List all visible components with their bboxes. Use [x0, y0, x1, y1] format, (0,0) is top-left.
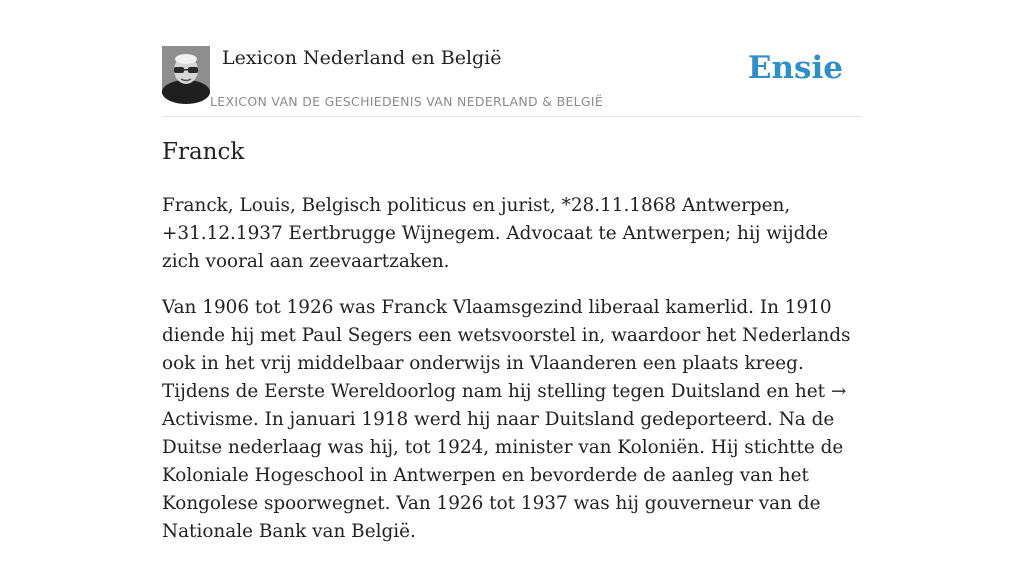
site-header [162, 46, 862, 117]
author-portrait-icon [162, 46, 210, 94]
page-title: Franck [162, 139, 245, 165]
activisme-link[interactable]: → Activisme [162, 381, 847, 430]
lexicon-subtitle[interactable]: LEXICON VAN DE GESCHIEDENIS VAN NEDERLAND & BELGIË [210, 94, 604, 109]
article-body [162, 192, 862, 564]
paragraph-2-text-after: . In januari 1918 werd hij naar Duitsland gedeporteerd. Na de Duitse nederlaag was hij, tot 1924, minister van Koloniën. Hij stichtte de Koloniale Hogeschool in Antwerpen en bevorderde de aanleg van het Kongolese spoorwegnet. Van 1926 tot 1937 was hij gouverneur van de Nationale Bank van België. [162, 409, 844, 542]
article-paragraph-2 [162, 294, 862, 546]
paragraph-2-text-before: Van 1906 tot 1926 was Franck Vlaamsgezind liberaal kamerlid. In 1910 diende hij met Paul Segers een wetsvoorstel in, waardoor het Nederlands ook in het vrij middelbaar onderwijs in Vlaanderen een plaats kreeg. Tijdens de Eerste Wereldoorlog nam hij stelling tegen Duitsland en het [162, 297, 851, 402]
article-paragraph-1: Franck, Louis, Belgisch politicus en jurist, *28.11.1868 Antwerpen, +31.12.1937 Eertbrugge Wijnegem. Advocaat te Antwerpen; hij wijdde zich vooral aan zeevaartzaken. [162, 195, 829, 272]
author-avatar[interactable] [162, 46, 210, 94]
ensie-logo[interactable]: Ensie [747, 50, 843, 86]
author-name[interactable]: Lexicon Nederland en België [222, 47, 502, 69]
